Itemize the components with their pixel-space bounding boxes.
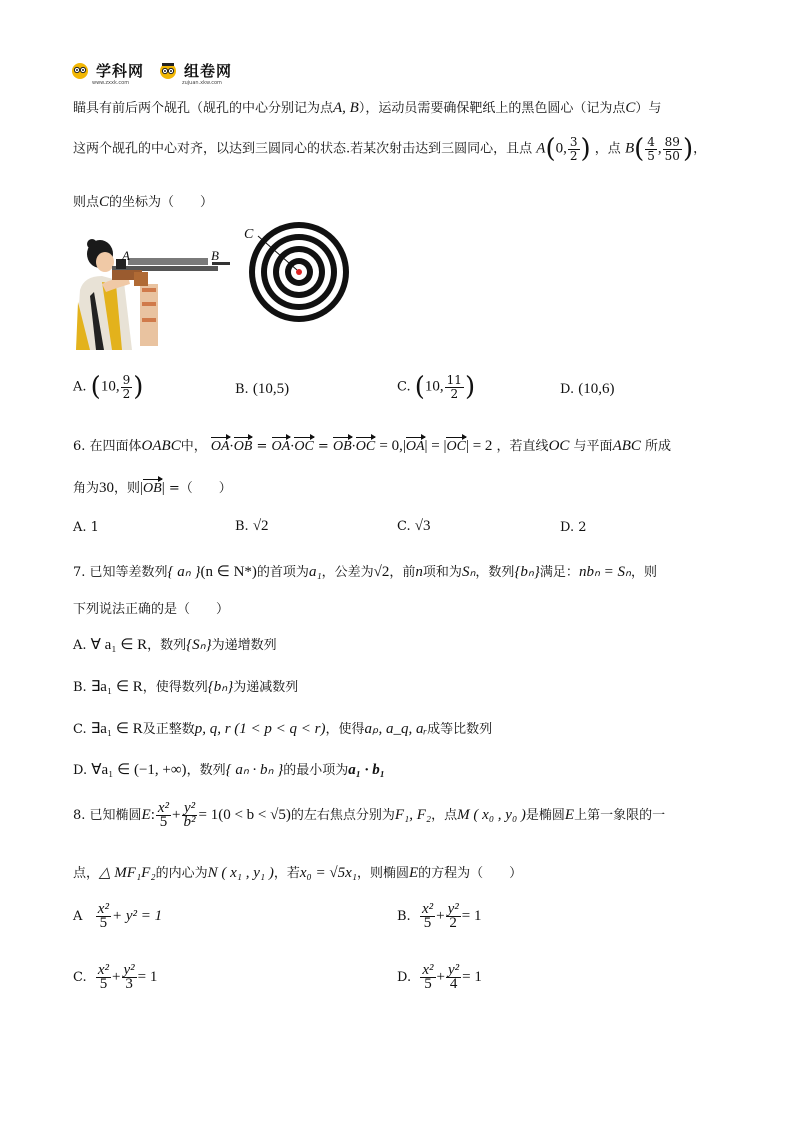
q7-option-c: C. ∃a₁ ∈ R及正整数p, q, r (1 < p < q < r)，使得aₚ, a_q, aᵣ成等比数列 bbox=[73, 721, 493, 737]
q5-option-c: C. (10, $\frac{11}{2}$ ) bbox=[397, 372, 476, 402]
q6-line1: 6. 在四面体OABC中， OA·OB = OA·OC = OB·OC = 0,|OA| = |OC| = 2 ，若直线OC 与平面ABC 所成 bbox=[73, 438, 672, 454]
q8-line2: 点，△ MF₁F₂的内心为N ( x₁ , y₁ )，若x₀ = √5x₁，则椭圆E的方程为（ ） bbox=[73, 865, 523, 881]
fig-label-A: A bbox=[122, 248, 130, 263]
q7-option-b: B. ∃a₁ ∈ R，使得数列{bₙ}为递减数列 bbox=[73, 679, 299, 695]
logo1-sub: www.zxxk.com bbox=[92, 80, 130, 86]
logo2-sub: zujuan.xkw.com bbox=[182, 80, 222, 86]
q8-line1: 8. 已知椭圆E: $\frac{\text{x²}}{5}$ + $\frac{\text{y²}}{\text{b²}}$ = 1(0 < b < √5)的左右焦点分别为F₁, F₂，点M ( x₀ , y₀ )是椭圆E上第一象限的一 bbox=[73, 800, 666, 830]
q6-option-a: A. 1 bbox=[73, 520, 99, 535]
q8-option-c: C. $\frac{\text{x²}}{5}$ + $\frac{\text{y²}}{3}$ = 1 bbox=[73, 962, 158, 992]
q6-option-c: C. √3 bbox=[397, 518, 431, 534]
fig-label-C: C bbox=[244, 227, 254, 242]
q8-option-d: D. $\frac{\text{x²}}{5}$ + $\frac{\text{y²}}{4}$ = 1 bbox=[397, 962, 482, 992]
owl-logo-icon-2 bbox=[158, 60, 178, 80]
q8-option-b: B. $\frac{\text{x²}}{5}$ + $\frac{\text{y²}}{2}$ = 1 bbox=[397, 901, 482, 931]
q6-line2: 角为30，则|OB| =（ ） bbox=[73, 480, 232, 496]
q8-option-a: A $\frac{\text{x²}}{5}$ + y² = 1 bbox=[73, 901, 163, 931]
logo1-text: 学科网 bbox=[96, 61, 145, 80]
target-diagram bbox=[246, 222, 356, 326]
q5-line2: 这两个觇孔的中心对齐，以达到三圆同心的状态.若某次射击达到三圆同心，且点 A(0, $\frac{3}{2}$ ) ，点 B( $\frac{4}{5}$ , $\frac{89}{50}$ )， bbox=[73, 134, 707, 164]
q7-option-d: D. ∀a₁ ∈ (−1, +∞)，数列{ aₙ · bₙ }的最小项为a₁ · b₁ bbox=[73, 762, 386, 778]
q5-line3: 则点C的坐标为（ ） bbox=[73, 194, 214, 210]
q6-option-b: B. √2 bbox=[235, 518, 269, 534]
owl-logo-icon bbox=[70, 60, 90, 80]
q5-option-a: A. (10, $\frac{9}{2}$ ) bbox=[73, 372, 144, 402]
header-logo bbox=[70, 58, 232, 82]
q5-option-b: B. (10,5) bbox=[235, 381, 290, 397]
shooter-illustration bbox=[72, 232, 234, 350]
q7-line2: 下列说法正确的是（ ） bbox=[73, 602, 230, 617]
q7-option-a: A. ∀ a₁ ∈ R，数列{Sₙ}为递增数列 bbox=[73, 637, 277, 653]
fig-label-B: B bbox=[211, 248, 219, 263]
q7-line1: 7. 已知等差数列{ aₙ }(n ∈ N*)的首项为a₁，公差为√2，前n项和为Sₙ，数列{bₙ}满足：nbₙ = Sₙ，则 bbox=[73, 564, 658, 580]
q6-option-d: D. 2 bbox=[560, 520, 587, 535]
q5-option-d: D. (10,6) bbox=[560, 381, 615, 397]
logo2-text: 组卷网 bbox=[184, 61, 233, 80]
q5-line1: 瞄具有前后两个觇孔（觇孔的中心分别记为点A, B），运动员需要确保靶纸上的黑色圆心（记为点C）与 bbox=[73, 100, 662, 116]
